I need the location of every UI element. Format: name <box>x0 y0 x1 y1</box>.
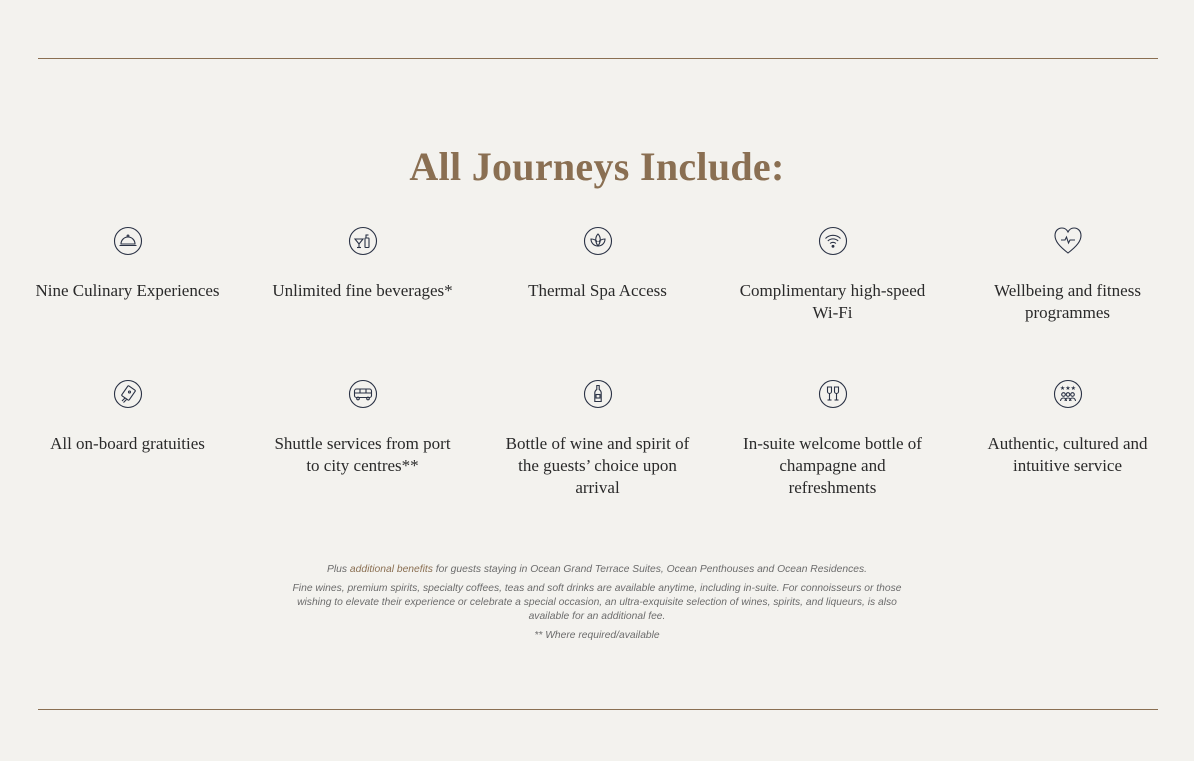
feature-champagne <box>715 379 950 499</box>
features-row-1 <box>10 226 1185 324</box>
availability-footnote: ** Where required/available <box>534 630 660 641</box>
feature-wellbeing <box>950 226 1185 324</box>
feature-spa <box>480 226 715 324</box>
feature-label: In-suite welcome bottle of champagne and refreshments <box>743 434 922 497</box>
note-text: Plus <box>327 564 350 575</box>
features-row-2 <box>10 379 1185 499</box>
feature-label: Bottle of wine and spirit of the guests’ choice upon arrival <box>505 434 690 497</box>
additional-benefits-note <box>290 563 904 577</box>
beverages-note: Fine wines, premium spirits, specialty coffees, teas and soft drinks are available anytime, including in-suite. For connoisseurs or those wishing to elevate their experience or celebrate a special occasion, an ultra-exquisite selection of wines, spirits, and liqueurs, is also available for an additional fee. <box>292 583 902 622</box>
feature-label: Unlimited fine beverages* <box>272 281 453 300</box>
note-text: for guests staying in Ocean Grand Terrace Suites, Ocean Penthouses and Ocean Residences. <box>432 564 867 575</box>
wine-bottle-icon <box>583 379 613 409</box>
footnotes <box>290 563 904 648</box>
feature-culinary <box>10 226 245 324</box>
heart-pulse-icon <box>1053 226 1083 256</box>
shuttle-bus-icon <box>348 379 378 409</box>
feature-shuttle <box>245 379 480 499</box>
cocktail-bottle-icon <box>348 226 378 256</box>
top-divider <box>38 58 1158 59</box>
feature-beverages <box>245 226 480 324</box>
section-title: All Journeys Include: <box>409 143 785 189</box>
feature-wifi <box>715 226 950 324</box>
cloche-icon <box>113 226 143 256</box>
gratuity-tag-icon <box>113 379 143 409</box>
feature-label: All on-board gratuities <box>50 434 205 453</box>
five-star-service-icon <box>1053 379 1083 409</box>
feature-wine-spirit <box>480 379 715 499</box>
additional-benefits-link[interactable]: additional benefits <box>349 564 433 575</box>
svg-text:★★★: ★★★ <box>1059 385 1076 392</box>
wifi-icon <box>818 226 848 256</box>
feature-label: Complimentary high-speed Wi-Fi <box>739 281 926 322</box>
feature-label: Wellbeing and fitness programmes <box>994 281 1141 322</box>
feature-label: Nine Culinary Experiences <box>35 281 220 300</box>
lotus-icon <box>583 226 613 256</box>
champagne-glasses-icon <box>818 379 848 409</box>
feature-service <box>950 379 1185 499</box>
feature-gratuities <box>10 379 245 499</box>
feature-label: Thermal Spa Access <box>528 281 667 300</box>
feature-label: Authentic, cultured and intuitive service <box>987 434 1148 475</box>
feature-label: Shuttle services from port to city centres** <box>274 434 451 475</box>
bottom-divider <box>38 709 1158 710</box>
